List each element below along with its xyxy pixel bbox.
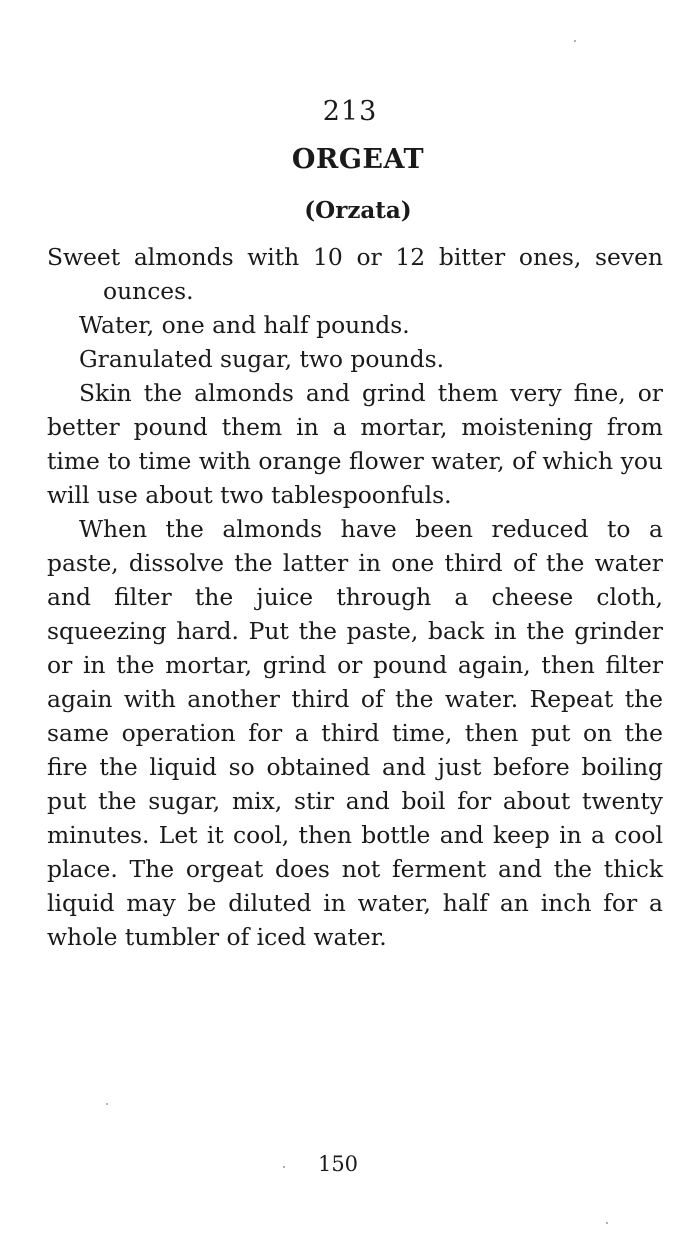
paper-speck — [106, 1103, 108, 1105]
recipe-title: ORGEAT — [291, 144, 425, 175]
paper-speck — [574, 40, 576, 42]
page-number: 150 — [317, 1152, 359, 1176]
recipe-number: 213 — [322, 96, 378, 127]
recipe-body — [47, 240, 663, 954]
instruction-paragraph: When the almonds have been reduced to a paste, dissolve the latter in one third of the water and filter the juice through a cheese cloth, squeezing hard. Put the paste, back in the grinder or in the mortar, grind or pound again, then filter again with another third of the water. Repeat the same operation for a third time, then put on the fire the liquid so obtained and just before boiling put the sugar, mix, stir and boil for about twenty minutes. Let it cool, then bottle and keep in a cool place. The orgeat does not ferment and the thick liquid may be diluted in water, half an inch for a whole tumbler of iced water. — [47, 515, 663, 951]
paper-speck — [606, 1222, 608, 1224]
ingredient-line: Water, one and half pounds. — [79, 311, 410, 339]
paper-speck — [283, 1166, 285, 1168]
instruction-paragraph: Skin the almonds and grind them very fine, or better pound them in a mortar, moistening from time to time with orange flower water, of which you will use about two tablespoonfuls. — [47, 379, 663, 509]
ingredient-line: Granulated sugar, two pounds. — [79, 345, 445, 373]
recipe-subtitle: (Orzata) — [304, 197, 412, 224]
ingredient-line: Sweet almonds with 10 or 12 bitter ones, seven ounces. — [47, 243, 663, 305]
